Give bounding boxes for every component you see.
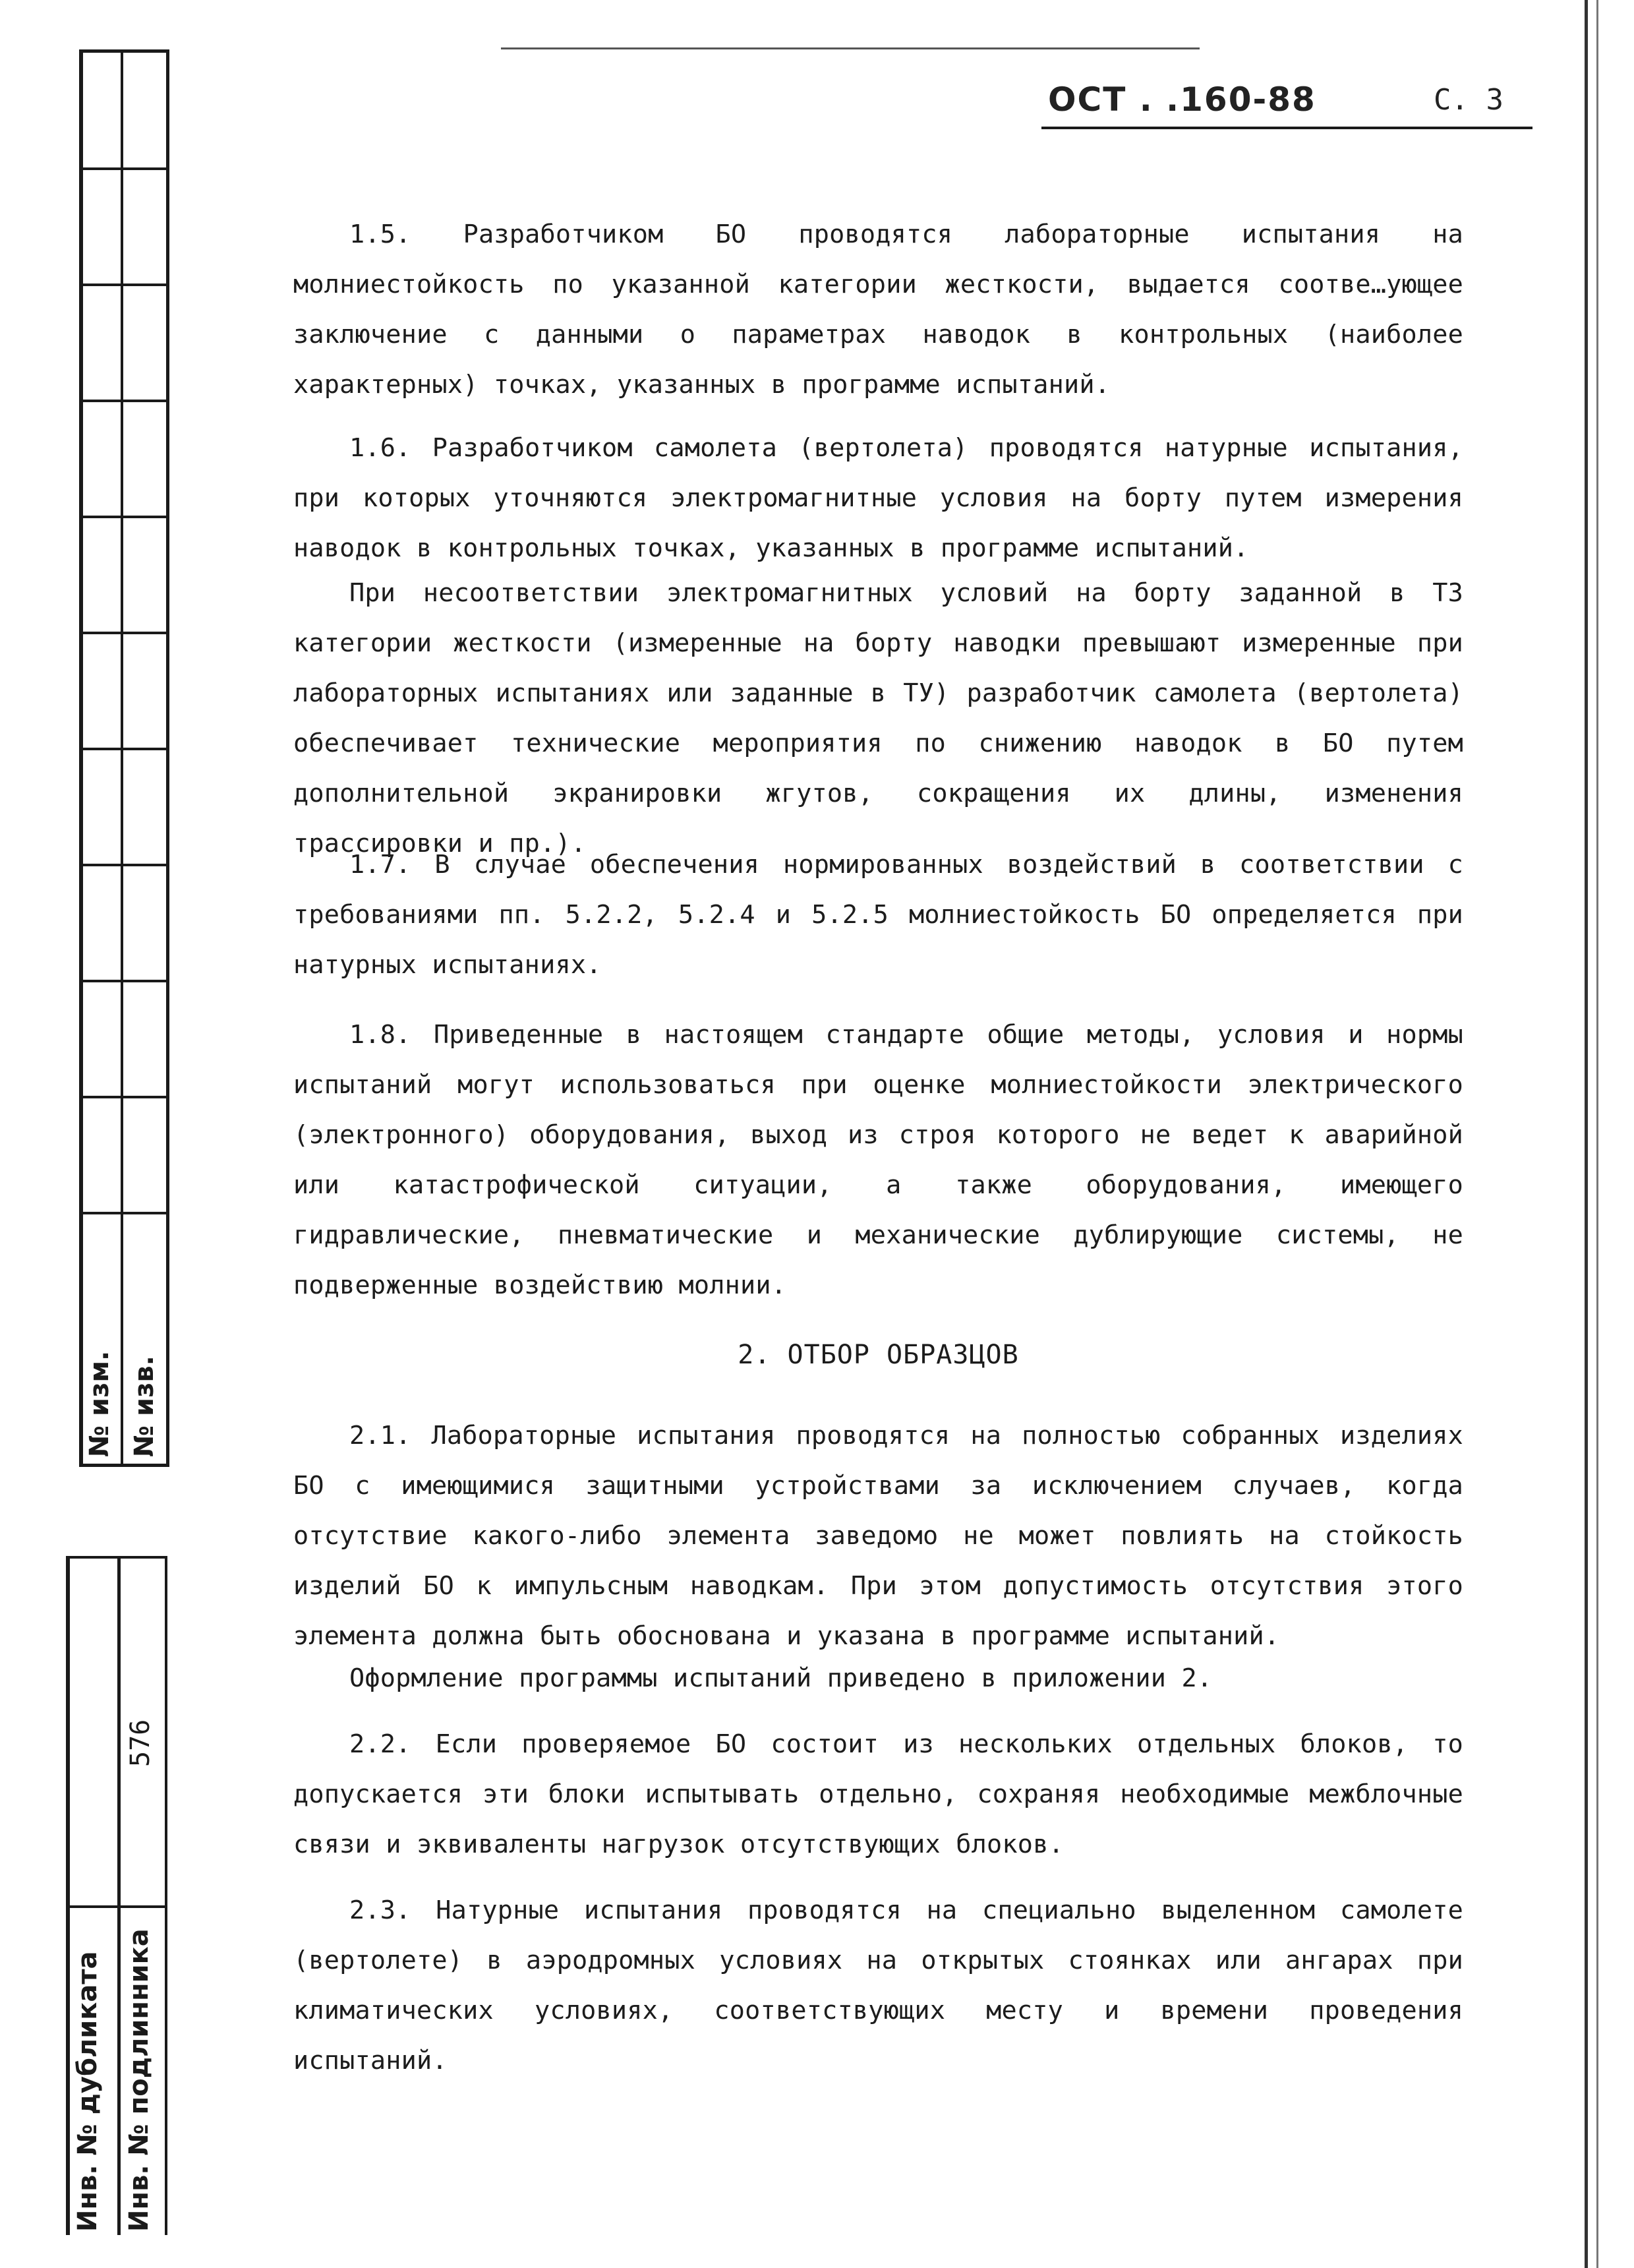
paragraph-2-1: 2.1. Лабораторные испытания проводятся на полностью собранных изделиях БО с имеющимися защитными устройствами за исключением случаев, когда отсутствие какого-либо элемента заведомо не может повлиять на стойкость изделий БО к импульсным наводкам. При этом допустимость отсутствия этого элемента должна быть обоснована и указана в программе испытаний. [293, 1421, 1463, 1651]
right-border-line-2 [1596, 0, 1598, 2268]
margin-divider [79, 864, 169, 866]
page-number: С. 3 [1434, 83, 1503, 117]
margin-line-top [79, 49, 169, 53]
margin-divider [79, 748, 169, 750]
margin-divider [79, 980, 169, 982]
margin-line-outer [79, 51, 83, 1464]
right-border-line [1585, 0, 1588, 2268]
change-no-label: № изм. [84, 1350, 115, 1457]
margin-lower-inner [165, 1556, 167, 2235]
document-code: ОСТ . .160-88 [1048, 80, 1316, 119]
top-scan-line [501, 47, 1200, 49]
margin-divider [79, 167, 169, 170]
margin-divider [79, 400, 169, 402]
margin-lower-divider [66, 1905, 167, 1908]
margin-lower-top [66, 1556, 167, 1559]
margin-divider [79, 516, 169, 518]
margin-divider [79, 1096, 169, 1098]
margin-lower-outer [66, 1556, 70, 2235]
paragraph-1-7: 1.7. В случае обеспечения нормированных воздействий в соответствии с требованиями пп. 5.2.2, 5.2.4 и 5.2.5 молниестойкость БО определяется при натурных испытаниях. [293, 850, 1463, 980]
margin-divider [79, 1464, 169, 1467]
margin-line-mid [121, 51, 123, 1464]
paragraph-1-6: 1.6. Разработчиком самолета (вертолета) проводятся натурные испытания, при которых уточняются электромагнитные условия на борту путем измерения наводок в контрольных точках, указанных в программе испытаний. [293, 433, 1463, 563]
paragraph-2-1-cont: Оформление программы испытаний приведено в приложении 2. [349, 1663, 1213, 1693]
margin-divider [79, 1212, 169, 1214]
paragraph-1-6-cont: При несоответствии электромагнитных условий на борту заданной в ТЗ категории жесткости (измеренные на борту наводки превышают измеренные при лабораторных испытаниях или заданные в ТУ) разработчик самолета (вертолета) обеспечивает технические мероприятия по снижению наводок в БО путем дополнительной экранировки жгутов, сокращения их длины, изменения трассировки и пр.). [293, 578, 1463, 858]
section-2-title: 2. ОТБОР ОБРАЗЦОВ [738, 1340, 1019, 1370]
paragraph-1-5: 1.5. Разработчиком БО проводятся лабораторные испытания на молниестойкость по указанной категории жесткости, выдается соотве…ующее заключение с данными о параметрах наводок в контрольных (наиболее характерных) точках, указанных в программе испытаний. [293, 220, 1463, 400]
notice-no-label: № изв. [129, 1356, 160, 1457]
margin-line-inner [166, 51, 169, 1464]
paragraph-2-3: 2.3. Натурные испытания проводятся на специально выделенном самолете (вертолете) в аэродромных условиях на открытых стоянках или ангарах при климатических условиях, соответствующих месту и времени проведения испытаний. [293, 1895, 1463, 2075]
paragraph-2-2: 2.2. Если проверяемое БО состоит из нескольких отдельных блоков, то допускается эти блоки испытывать отдельно, сохраняя необходимые межблочные связи и эквиваленты нагрузок отсутствующих блоков. [293, 1729, 1463, 1859]
header-underline [1041, 127, 1532, 129]
margin-number: 576 [125, 1719, 156, 1767]
margin-divider [79, 284, 169, 286]
duplicate-inv-label: Инв. № дубликата [73, 1951, 103, 2232]
margin-divider [79, 632, 169, 634]
paragraph-1-8: 1.8. Приведенные в настоящем стандарте общие методы, условия и нормы испытаний могут использоваться при оценке молниестойкости электрического (электронного) оборудования, выход из строя которого не ведет к аварийной или катастрофической ситуации, а также оборудования, имеющего гидравлические, пневматические и механические дублирующие системы, не подверженные воздействию молнии. [293, 1020, 1463, 1300]
margin-lower-mid [117, 1556, 121, 2235]
original-inv-label: Инв. № подлинника [124, 1928, 154, 2232]
